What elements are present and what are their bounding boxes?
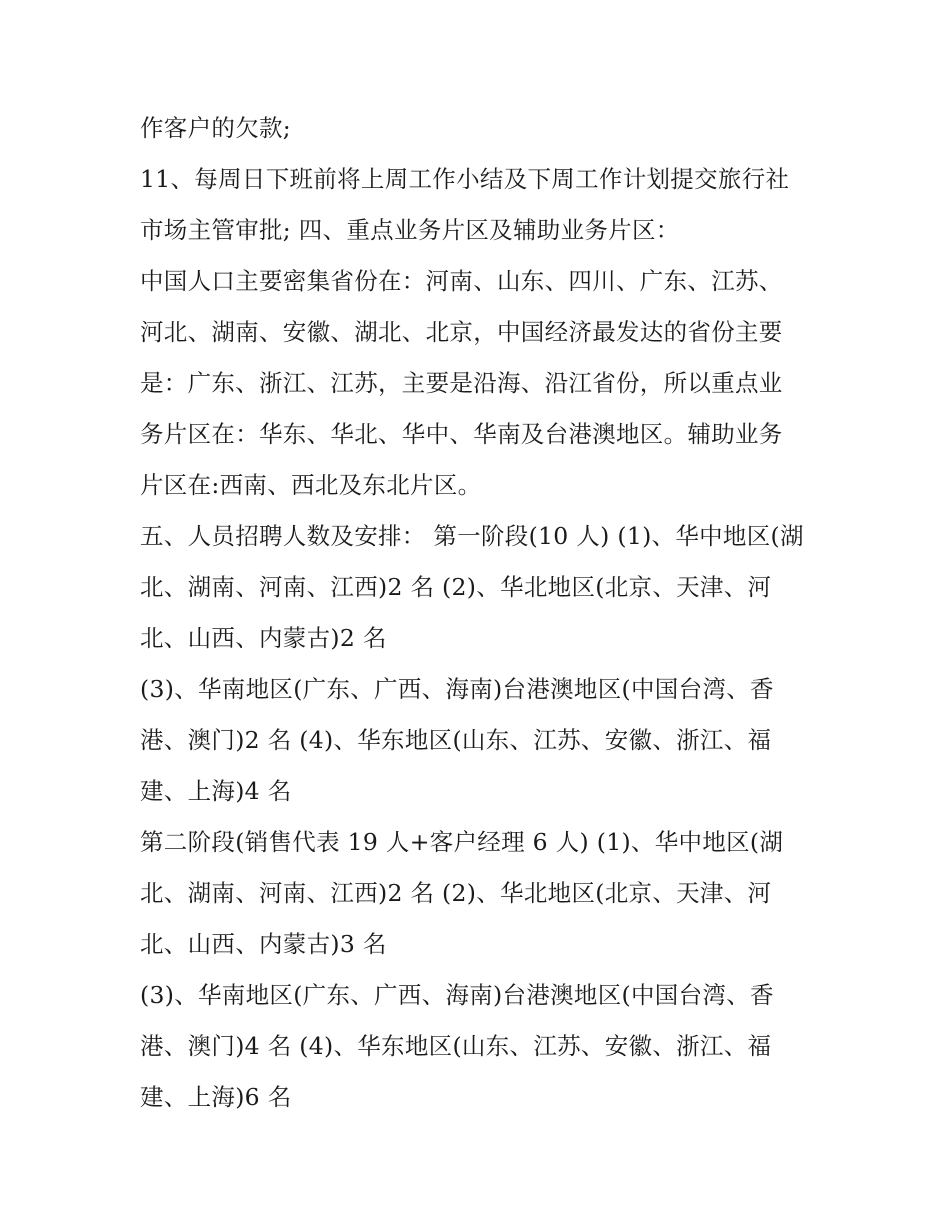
text-line: 中国人口主要密集省份在：河南、山东、四川、广东、江苏、 [140, 267, 783, 295]
text-line: 务片区在：华东、华北、华中、华南及台港澳地区。辅助业务 [140, 420, 783, 448]
text-line: 北、山西、内蒙古)3 名 [140, 930, 387, 958]
text-line: 第二阶段(销售代表 19 人+客户经理 6 人) (1)、华中地区(湖 [140, 828, 784, 856]
text-line: 建、上海)6 名 [140, 1083, 292, 1111]
text-line: 北、湖南、河南、江西)2 名 (2)、华北地区(北京、天津、河 [140, 879, 772, 907]
text-line: 港、澳门)4 名 (4)、华东地区(山东、江苏、安徽、浙江、福 [140, 1032, 772, 1060]
text-line: 市场主管审批; 四、重点业务片区及辅助业务片区： [140, 216, 680, 244]
text-line: 是：广东、浙江、江苏，主要是沿海、沿江省份，所以重点业 [140, 369, 783, 397]
text-line: 11、每周日下班前将上周工作小结及下周工作计划提交旅行社 [140, 165, 790, 193]
text-line: 北、湖南、河南、江西)2 名 (2)、华北地区(北京、天津、河 [140, 573, 772, 601]
text-line: 作客户的欠款; [140, 114, 292, 142]
text-line: 港、澳门)2 名 (4)、华东地区(山东、江苏、安徽、浙江、福 [140, 726, 772, 754]
text-line: 北、山西、内蒙古)2 名 [140, 624, 387, 652]
text-line: 片区在:西南、西北及东北片区。 [140, 471, 482, 499]
text-line: 建、上海)4 名 [140, 777, 292, 805]
text-line: 五、人员招聘人数及安排： 第一阶段(10 人) (1)、华中地区(湖 [140, 522, 804, 550]
text-line: (3)、华南地区(广东、广西、海南)台港澳地区(中国台湾、香 [140, 675, 774, 703]
text-line: 河北、湖南、安徽、湖北、北京，中国经济最发达的省份主要 [140, 318, 783, 346]
text-line: (3)、华南地区(广东、广西、海南)台港澳地区(中国台湾、香 [140, 981, 774, 1009]
document-body [140, 103, 820, 1123]
